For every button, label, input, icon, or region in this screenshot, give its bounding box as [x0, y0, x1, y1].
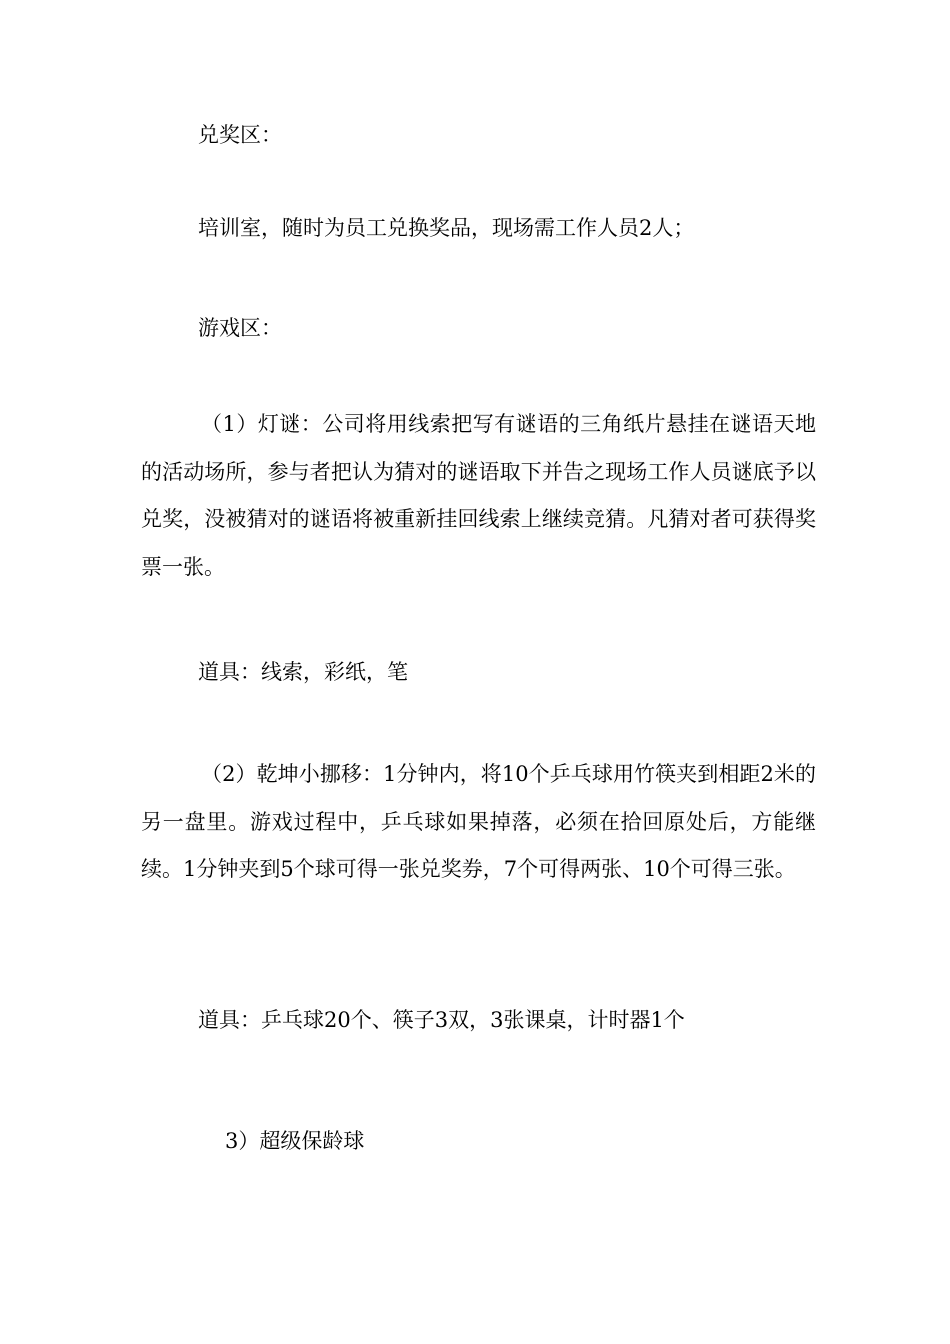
bowling-heading: 3）超级保龄球 — [225, 1129, 365, 1153]
riddle-paragraph: （1）灯谜：公司将用线索把写有谜语的三角纸片悬挂在谜语天地的活动场所，参与者把认为猜对的谜语取下并告之现场工作人员谜底予以兑奖，没被猜对的谜语将被重新挂回线索上继续竞猜。凡猜对者可获得奖票一张。 — [141, 412, 816, 579]
pingpong-paragraph: （2）乾坤小挪移：1分钟内，将10个乒乓球用竹筷夹到相距2米的另一盘里。游戏过程中，乒乓球如果掉落，必须在拾回原处后，方能继续。1分钟夹到5个球可得一张兑奖券，7个可得两张、10个可得三张。 — [141, 762, 816, 881]
game-area-heading: 游戏区： — [198, 316, 282, 340]
riddle-props: 道具：线索，彩纸，笔 — [198, 660, 408, 684]
pingpong-props: 道具：乒乓球20个、筷子3双，3张课桌，计时器1个 — [198, 1008, 685, 1032]
prize-area-text: 培训室，随时为员工兑换奖品，现场需工作人员2人； — [198, 216, 695, 240]
prize-area-heading: 兑奖区： — [198, 123, 282, 147]
